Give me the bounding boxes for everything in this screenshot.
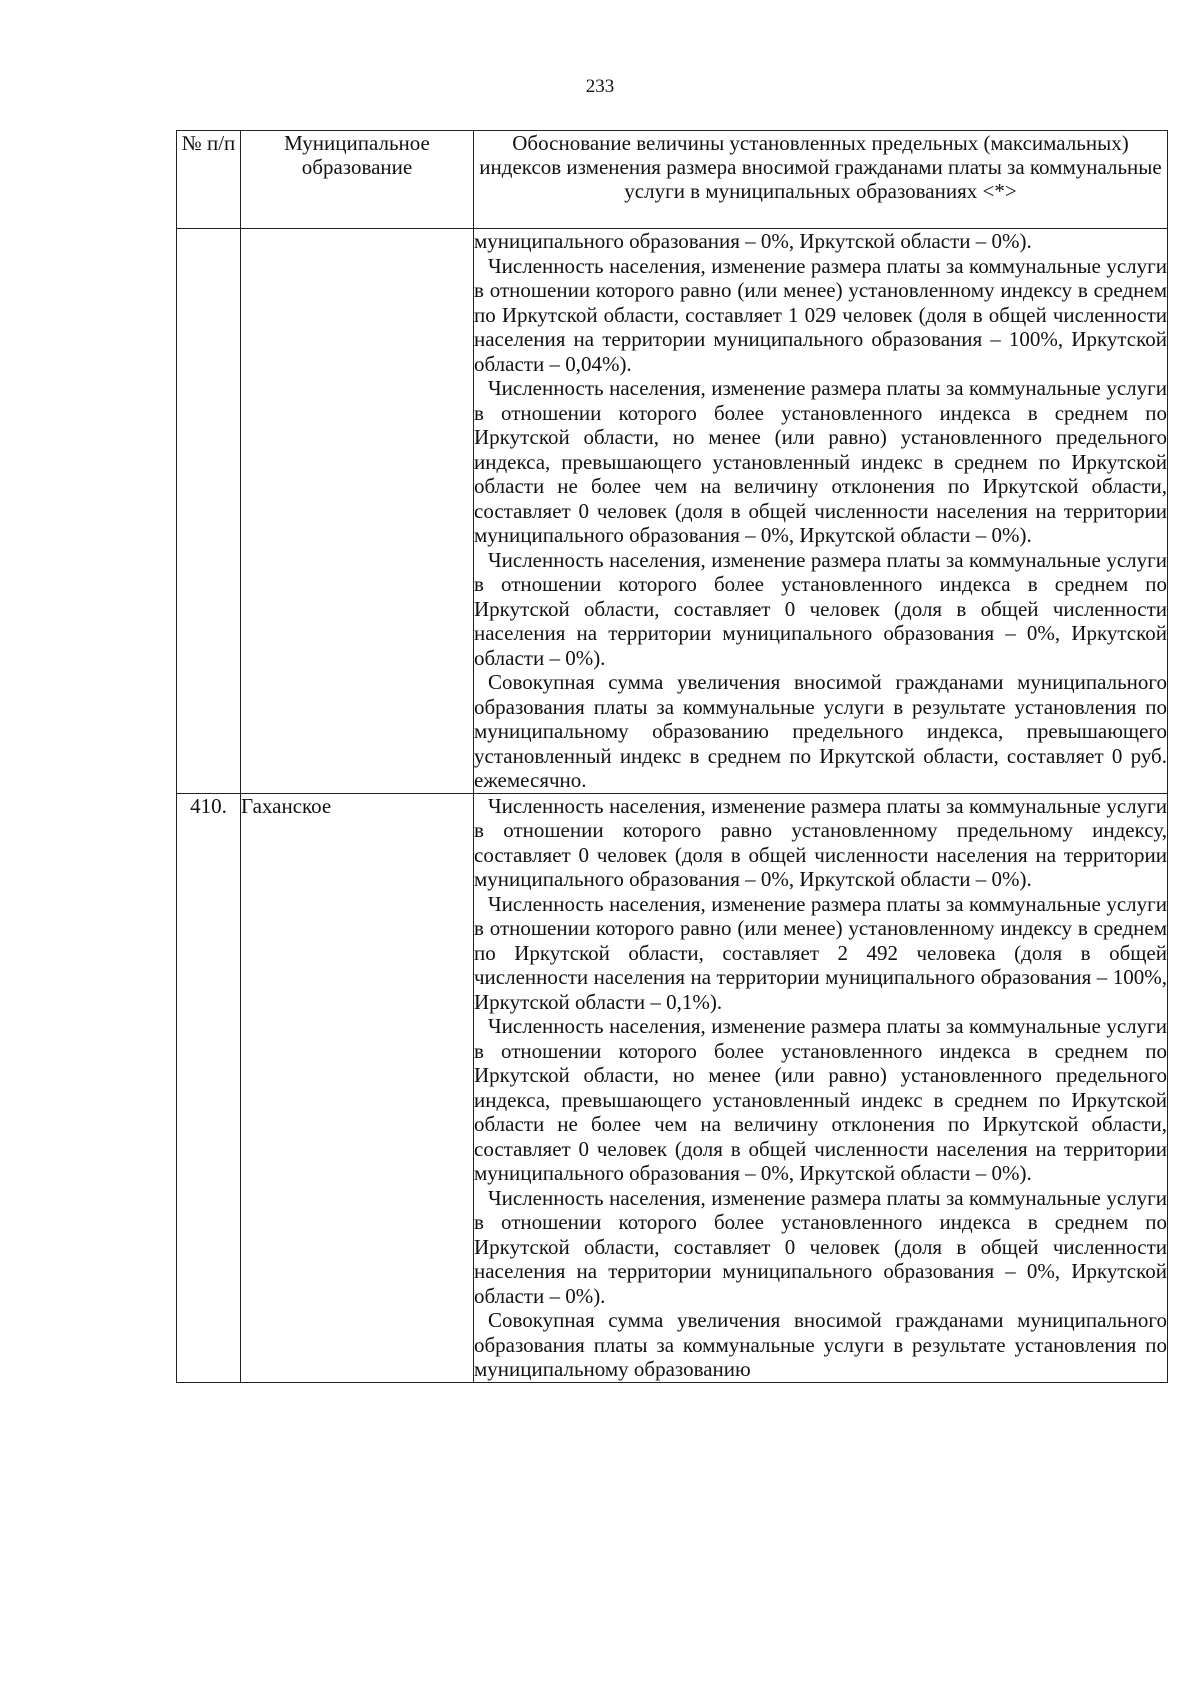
- page-number: 233: [585, 76, 615, 97]
- table-header-row: [177, 131, 1168, 229]
- justification-paragraph: Численность населения, изменение размера платы за коммунальные услуги в отношении которого более установленного индекса в среднем по Иркутской области, составляет 0 человек (доля в общей численности населения на территории муниципального образования – 0%, Иркутской области – 0%).: [474, 547, 1167, 670]
- justification-paragraph: Совокупная сумма увеличения вносимой гражданами муниципального образования платы за коммунальные услуги в результате установления по муниципальному образованию предельного индекса, превышающего установленный индекс в среднем по Иркутской области, составляет 0 руб. ежемесячно.: [474, 670, 1167, 792]
- justification-paragraph: Численность населения, изменение размера платы за коммунальные услуги в отношении которого более установленного индекса в среднем по Иркутской области, но менее (или равно) установленного предельного индекса, превышающего установленный индекс в среднем по Иркутской области не более чем на величину отклонения по Иркутской области, составляет 0 человек (доля в общей численности населения на территории муниципального образования – 0%, Иркутской области – 0%).: [474, 1014, 1167, 1185]
- header-num: № п/п: [177, 131, 241, 229]
- justification-paragraph: Численность населения, изменение размера платы за коммунальные услуги в отношении которого равно (или менее) установленному индексу в среднем по Иркутской области, составляет 1 029 человек (доля в общей численности населения на территории муниципального образования – 100%, Иркутской области – 0,04%).: [474, 253, 1167, 376]
- justification-paragraph: Численность населения, изменение размера платы за коммунальные услуги в отношении которого более установленного индекса в среднем по Иркутской области, составляет 0 человек (доля в общей численности населения на территории муниципального образования – 0%, Иркутской области – 0%).: [474, 1185, 1167, 1308]
- header-justification: Обоснование величины установленных предельных (максимальных) индексов изменения размера вносимой гражданами платы за коммунальные услуги в муниципальных образованиях <*>: [474, 131, 1168, 229]
- justification-table: [176, 130, 1168, 1383]
- table-row: [177, 229, 1168, 794]
- justification-cell: [474, 793, 1168, 1382]
- row-number: 410.: [177, 793, 241, 1382]
- municipality-name: [241, 229, 474, 794]
- justification-paragraph: Численность населения, изменение размера платы за коммунальные услуги в отношении которого равно установленному предельному индексу, составляет 0 человек (доля в общей численности населения на территории муниципального образования – 0%, Иркутской области – 0%).: [474, 793, 1167, 891]
- justification-paragraph: Численность населения, изменение размера платы за коммунальные услуги в отношении которого равно (или менее) установленному индексу в среднем по Иркутской области, составляет 2 492 человека (доля в общей численности населения на территории муниципального образования – 100%, Иркутской области – 0,1%).: [474, 891, 1167, 1014]
- justification-paragraph: муниципального образования – 0%, Иркутской области – 0%).: [474, 229, 1032, 253]
- justification-cell: [474, 229, 1168, 794]
- header-municipality: Муниципальное образование: [241, 131, 474, 229]
- municipality-name: Гаханское: [241, 793, 474, 1382]
- justification-paragraph: Совокупная сумма увеличения вносимой гражданами муниципального образования платы за коммунальные услуги в результате установления по муниципальному образованию: [474, 1308, 1167, 1381]
- row-number: [177, 229, 241, 794]
- table-row: [177, 793, 1168, 1382]
- justification-paragraph: Численность населения, изменение размера платы за коммунальные услуги в отношении которого более установленного индекса в среднем по Иркутской области, но менее (или равно) установленного предельного индекса, превышающего установленный индекс в среднем по Иркутской области не более чем на величину отклонения по Иркутской области, составляет 0 человек (доля в общей численности населения на территории муниципального образования – 0%, Иркутской области – 0%).: [474, 376, 1167, 547]
